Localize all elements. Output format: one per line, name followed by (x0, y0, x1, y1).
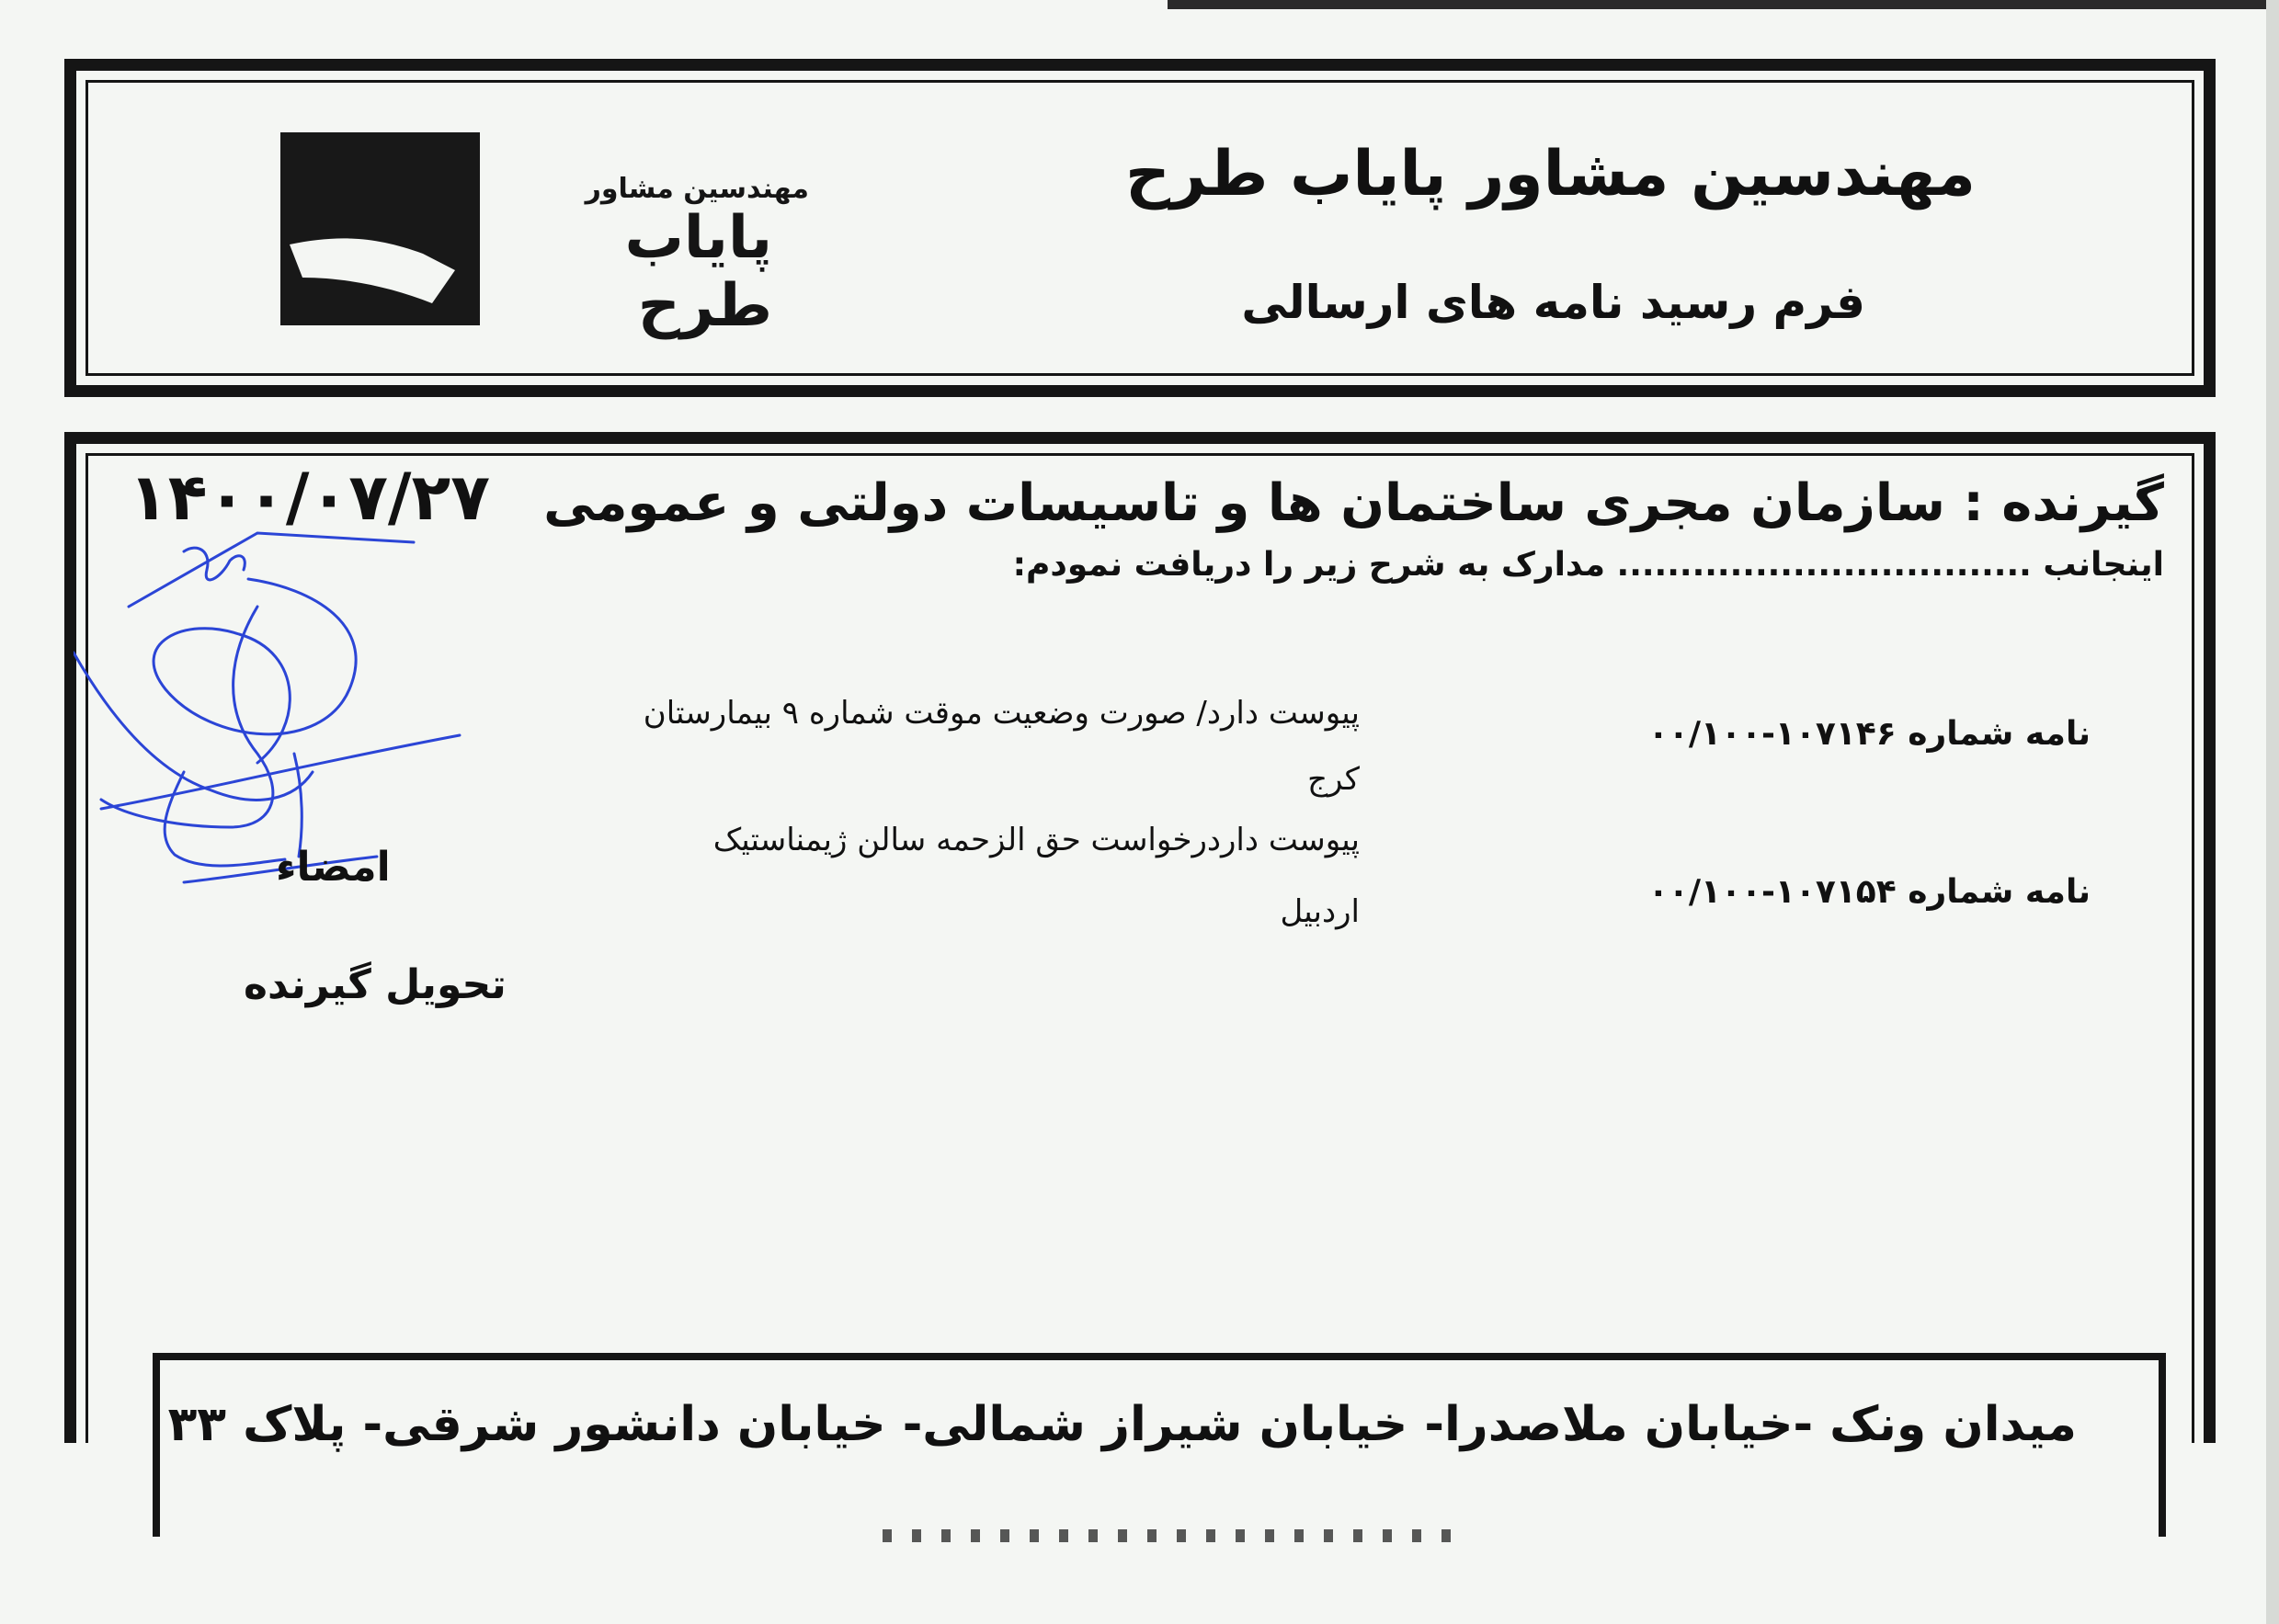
scan-right-edge (2266, 0, 2279, 1624)
company-logo-icon (280, 132, 480, 325)
recipient-line: گیرنده : سازمان مجری ساختمان ها و تاسیسات دولتی و عمومی (543, 473, 2164, 533)
letter-description-cont: اردبیل (1280, 893, 1360, 930)
form-title: فرم رسید نامه های ارسالی (1241, 276, 1865, 329)
receipt-date: ۱۴۰۰/۰۷/۲۷ (129, 460, 490, 535)
handwritten-signature (74, 515, 478, 901)
company-address: میدان ونک -خیابان ملاصدرا- خیابان شیراز شمالی- خیابان دانشور شرقی- پلاک ۳۳ (167, 1397, 2077, 1452)
letter-description-cont: کرج (1307, 761, 1360, 798)
receiver-label: تحویل گیرنده (244, 961, 507, 1008)
letter-number: نامه شماره ۱۰۷۱۵۴-۰۰/۱۰۰ (1647, 873, 2091, 911)
scan-top-edge (0, 0, 2279, 13)
cropped-footer-text (883, 1529, 1453, 1542)
logo-name: پایاب طرح (624, 204, 772, 340)
company-title: مهندسین مشاور پایاب طرح (1125, 138, 1976, 210)
letter-description: پیوست دارد/ صورت وضعیت موقت شماره ۹ بیمارستان (643, 695, 1360, 732)
letter-description: پیوست داردرخواست حق الزحمه سالن ژیمناستیک (712, 822, 1360, 858)
acknowledgement-line: اینجانب ................................. مدارک به شرح زیر را دریافت نمودم: (1012, 546, 2164, 584)
signature-label: امضاء (276, 844, 391, 891)
logo-subtitle: مهندسین مشاور (585, 173, 809, 205)
letter-number: نامه شماره ۱۰۷۱۴۶-۰۰/۱۰۰ (1647, 715, 2091, 753)
